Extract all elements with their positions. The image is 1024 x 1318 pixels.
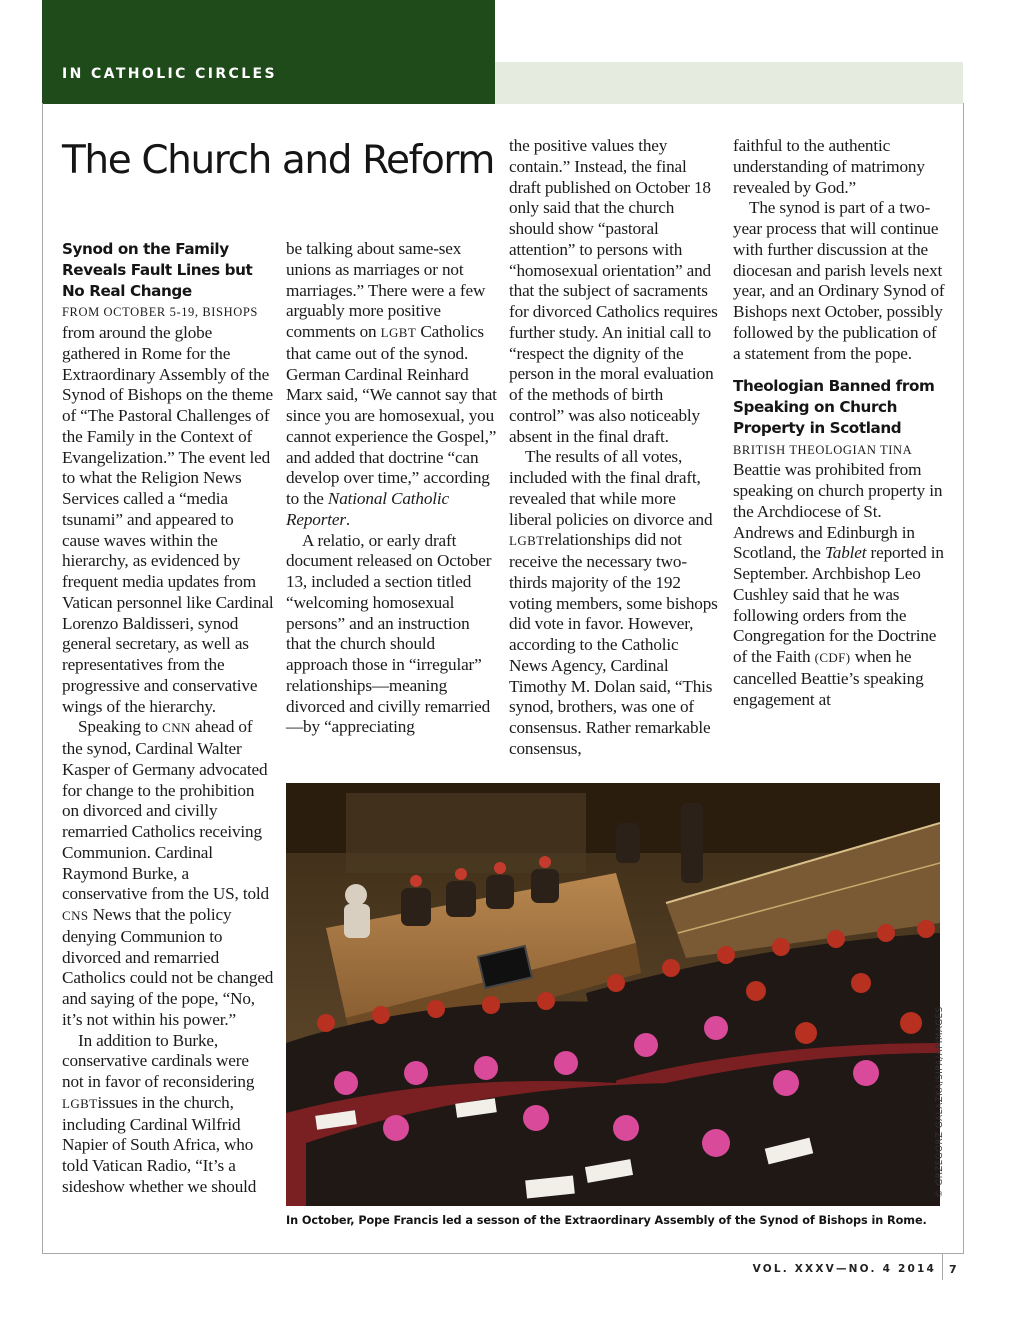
- story1-paragraph-4: [286, 531, 498, 739]
- story1-p2-text-a: Speaking to: [78, 717, 163, 737]
- column-4: [733, 136, 945, 710]
- story1-paragraph-5-cont: [733, 136, 945, 198]
- story1-paragraph-2: [62, 717, 274, 1030]
- story1-paragraph-3-cont: [286, 239, 498, 531]
- story1-p4-part2: the positive values they contain.” Instead, the final draft published on October 18 only said that the church should show “pastoral attention” to persons with “homosexual orientation” and that the subject of sacraments for divorced Catholics requires further study. An initial call to “respect the dignity of the person in the moral evaluation of the methods of birth control” was also noticeably absent in the final draft.: [509, 136, 718, 446]
- story1-paragraph-3: [62, 1031, 274, 1198]
- story2-lead-caps: BRITISH THEOLOGIAN TINA: [733, 442, 913, 457]
- story1-paragraph-5: [509, 447, 721, 759]
- story2-paragraph-1: [733, 439, 945, 711]
- story1-p5-text-b-part1: relationships did not receive the necessary two-thirds majority of the 192 voting members, some bishops did vote in favor. However, according to the Catholic News Agency, Cardinal Timothy M. Dolan said, “This synod, brothers, was one of consensus. Rather remarkable consensus,: [509, 530, 718, 758]
- story1-p2-text-c: News that the policy denying Communion to divorced and remarried Catholics could not be changed and saying of the pope, “No, it’s not within his power.”: [62, 905, 274, 1029]
- story2-heading: Theologian Banned from Speaking on Church Property in Scotland: [733, 377, 935, 437]
- abbr-cns: CNS: [62, 908, 89, 923]
- story1-p3-text-b-part1: issues in the church, including Cardinal Wilfrid Napier of South Africa, who told Vatican Radio, “It’s a sideshow whether we should: [62, 1092, 257, 1196]
- synod-photo: [286, 783, 940, 1206]
- abbr-lgbt: LGBT: [62, 1095, 98, 1111]
- issue-folio: VOL. XXXV—NO. 4 2014: [752, 1263, 936, 1275]
- story1-p3-text-d: .: [345, 509, 351, 529]
- story1-p5-text-b-part2: faithful to the authentic understanding of matrimony revealed by God.”: [733, 136, 925, 197]
- story1-lead-caps: FROM OCTOBER 5-19, BISHOPS: [62, 305, 258, 320]
- section-band: [42, 0, 495, 104]
- header-band-light: [495, 62, 963, 104]
- story1-p2-text-b: ahead of the synod, Cardinal Walter Kasper of Germany advocated for change to the prohibition on divorced and civilly remarried Catholics receiving Communion. Cardinal Raymond Burke, a conservative from the US, told: [62, 717, 269, 904]
- story1-paragraph-6: The synod is part of a two-year process that will continue with further discussion at the diocesan and parish levels next year, and an Ordinary Synod of Bishops next October, possibly followed by the publication of a statement from the pope.: [733, 198, 945, 363]
- column-1: [62, 239, 274, 1198]
- photo-caption: In October, Pope Francis led a sesson of the Extraordinary Assembly of the Synod of Bishops in Rome.: [286, 1214, 927, 1227]
- story1-p5-text-a: The results of all votes, included with the final draft, revealed that while more liberal policies on divorce and: [509, 447, 713, 529]
- column-3: [509, 136, 721, 760]
- story1-p3-text-c: Catholics that came out of the synod. German Cardinal Reinhard Marx said, “We cannot say that since you are homosexual, you cannot experience the Gospel,” and added that doctrine “can develop over time,” according to the: [286, 322, 497, 508]
- publication-tablet: Tablet: [824, 543, 867, 563]
- story1-paragraph-1: [62, 301, 274, 717]
- story1-p3-text-b-part2: be talking about same-sex unions as marriages or not marriages.” There were a few arguably more positive comments on: [286, 239, 486, 341]
- story1-p3-text-a: In addition to Burke, conservative cardinals were not in favor of reconsidering: [62, 1030, 255, 1091]
- story2-p1-text-c: when he cancelled Beattie’s speaking engagement at: [733, 647, 924, 709]
- abbr-lgbt-3: LGBT: [509, 533, 545, 549]
- story1-heading: Synod on the Family Reveals Fault Lines but No Real Change: [62, 240, 253, 300]
- page-number: 7: [949, 1263, 957, 1276]
- story2-p1-text-a: Beattie was prohibited from speaking on church property in the Archdiocese of St. Andrews and Edinburgh in Scotland, the: [733, 460, 943, 563]
- section-label: IN CATHOLIC CIRCLES: [62, 66, 277, 82]
- synod-hall-illustration: [286, 783, 940, 1206]
- folio-divider: [942, 1254, 943, 1280]
- publication-ncr: National Catholic Reporter: [286, 489, 450, 529]
- story1-p4-part1: A relatio, or early draft document released on October 13, included a section titled “welcoming homosexual persons” and an instruction that the church should approach those in “irregular” relationships—meaning divorced and civilly remarried—by “appreciating: [286, 530, 492, 737]
- abbr-lgbt-2: LGBT: [380, 325, 417, 340]
- story2-p1-text-b: reported in September. Archbishop Leo Cushley said that he was following orders from the Congregation for the Doctrine of the Faith: [733, 543, 944, 666]
- abbr-cdf: (CDF): [814, 650, 851, 665]
- story1-p1-text: from around the globe gathered in Rome for the Extraordinary Assembly of the Synod of Bishops on the theme of “The Pastoral Challenges of the Family in the Context of Evangelization.” The event led to what the Religion News Services called a “media tsunami” and appeared to cause waves within the hierarchy, as evidenced by frequent media updates from Vatican personnel like Cardinal Lorenzo Baldisseri, synod general secretary, as well as representatives from the progressive and conservative wings of the hierarchy.: [62, 323, 274, 716]
- photo-credit: © GRZEGORZ GALAZKA/SIPA/APIMAGES: [935, 1006, 945, 1198]
- abbr-cnn: CNN: [162, 720, 191, 736]
- column-2: [286, 239, 498, 738]
- story1-paragraph-4-cont: [509, 136, 721, 447]
- article-title: The Church and Reform: [62, 138, 494, 183]
